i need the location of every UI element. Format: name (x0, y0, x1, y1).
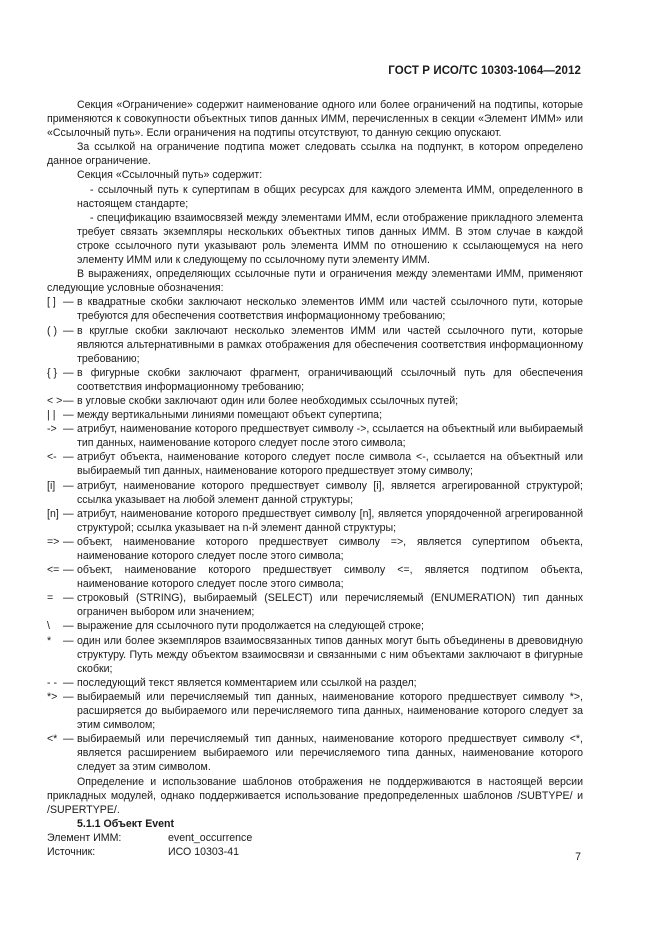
notation-item (47, 507, 583, 535)
section-row-element (47, 831, 583, 845)
document-header: ГОСТ Р ИСО/ТС 10303-1064—2012 (388, 65, 581, 77)
row-value: event_occurrence (168, 831, 253, 844)
notation-text: атрибут, наименование которого предшествует символу [i], является агрегированной структурой; ссылка указывает на любой элемент данной структуры; (77, 479, 583, 506)
notation-symbol: <= (47, 564, 60, 577)
notation-symbol: - - (47, 676, 57, 689)
notation-item (47, 366, 583, 394)
notation-item (47, 634, 583, 676)
notation-symbol: -> (47, 423, 57, 436)
notation-text: последующий текст является комментарием или ссылкой на раздел; (77, 676, 417, 689)
notation-symbol: { } (47, 366, 58, 379)
notation-dash: — (63, 564, 74, 577)
notation-text: объект, наименование которого предшествует символу <=, является подтипом объекта, наименование которого следует после этого символа; (77, 564, 583, 591)
notation-dash: — (63, 676, 74, 689)
notation-item (47, 690, 583, 732)
paragraph-templates: Определение и использование шаблонов отображения не поддерживаются в настоящей версии прикладных модулей, однако поддерживается использование предопределенных шаблонов /SUBTYPE/ и /SUPERTYPE/. (47, 775, 583, 816)
notation-text: выбираемый или перечисляемый тип данных, наименование которого предшествует символу <*, является расширением выбираемого или перечисляемого типа данных, наименование которого следует за этим символом. (77, 733, 583, 774)
notation-list (47, 295, 583, 774)
notation-symbol: *> (47, 690, 58, 703)
row-key: Элемент ИММ: (47, 831, 122, 844)
notation-text: выбираемый или перечисляемый тип данных, наименование которого предшествует символу *>, расширяется до выбираемого или перечисляемого типа данных, наименование которого следует за этим символом; (77, 690, 583, 732)
notation-item (47, 450, 583, 478)
page-content (47, 98, 583, 859)
row-key: Источник: (47, 845, 96, 858)
notation-dash: — (63, 423, 74, 436)
notation-item (47, 619, 583, 633)
notation-dash: — (63, 394, 74, 407)
notation-dash: — (63, 690, 74, 703)
notation-symbol: <* (47, 733, 58, 746)
notation-item (47, 732, 583, 774)
notation-text: в квадратные скобки заключают несколько элементов ИММ или частей ссылочного пути, которые требуются для обеспечения соответствия информационному требованию; (77, 296, 583, 323)
notation-text: объект, наименование которого предшествует символу =>, является супертипом объекта, наименование которого следует после этого символа; (77, 535, 583, 562)
notation-symbol: [i] (47, 479, 56, 492)
notation-text: между вертикальными линиями помещают объект супертипа; (77, 409, 383, 422)
notation-symbol: * (47, 634, 52, 647)
notation-dash: — (63, 296, 74, 309)
notation-text: в фигурные скобки заключают фрагмент, ограничивающий ссылочный путь для обеспечения соответствия информационному требованию; (77, 366, 583, 393)
notation-dash: — (63, 733, 74, 746)
notation-text: атрибут, наименование которого предшествует символу ->, ссылается на объектный или выбираемый тип данных, наименование которого следует после этого символа; (77, 423, 583, 450)
paragraph-subtype-reference: За ссылкой на ограничение подтипа может следовать ссылка на подпункт, в котором определено данное ограничение. (47, 141, 583, 168)
notation-symbol: \ (47, 620, 50, 633)
notation-dash: — (63, 620, 74, 633)
paragraph-notation-intro: В выражениях, определяющих ссылочные пути и ограничения между элементами ИММ, применяют следующие условные обозначения: (47, 268, 583, 295)
notation-item (47, 422, 583, 450)
notation-text: строковый (STRING), выбираемый (SELECT) или перечисляемый (ENUMERATION) тип данных ограничен выбором или значением; (77, 592, 583, 619)
page-number: 7 (575, 851, 581, 863)
notation-text: атрибут объекта, наименование которого следует после символа <-, ссылается на объектный или выбираемый тип данных, наименование которого предшествует этому символу; (77, 451, 583, 478)
notation-item (47, 563, 583, 591)
reference-path-item-2: - спецификацию взаимосвязей между элементами ИММ, если отображение прикладного элемента требует связать экземпляры нескольких объектных типов данных ИММ. В этом случае в каждой строке ссылочного пути указывают роль элемента ИММ по отношению к ссылающемуся на него элементу ИММ или к следующему по ссылочному пути элементу ИММ. (77, 211, 583, 267)
notation-symbol: | | (47, 409, 56, 422)
notation-text: атрибут, наименование которого предшествует символу [n], является упорядоченной агрегированной структурой; ссылка указывает на n-й элемент данной структуры; (77, 507, 583, 534)
notation-dash: — (63, 479, 74, 492)
notation-item (47, 591, 583, 619)
notation-item (47, 394, 583, 408)
section-heading: 5.1.1 Объект Event (77, 817, 175, 830)
notation-symbol: ( ) (47, 324, 57, 337)
notation-dash: — (63, 507, 74, 520)
notation-item (47, 479, 583, 507)
reference-path-item-1: - ссылочный путь к супертипам в общих ресурсах для каждого элемента ИММ, определенного в настоящем стандарте; (77, 183, 583, 210)
notation-symbol: [ ] (47, 296, 56, 309)
paragraph-reference-path-intro: Секция «Ссылочный путь» содержит: (77, 169, 263, 182)
notation-symbol: [n] (47, 507, 59, 520)
section-row-source (47, 845, 583, 859)
notation-text: в угловые скобки заключают один или более необходимых ссылочных путей; (77, 394, 459, 407)
notation-text: выражение для ссылочного пути продолжается на следующей строке; (77, 620, 424, 633)
notation-item (47, 408, 583, 422)
notation-symbol: = (47, 592, 54, 605)
notation-item (47, 295, 583, 323)
notation-dash: — (63, 634, 74, 647)
notation-item (47, 676, 583, 690)
notation-text: в круглые скобки заключают несколько элементов ИММ или частей ссылочного пути, которые являются альтернативными в рамках отображения для обеспечения соответствия информационному требованию; (77, 324, 583, 365)
notation-dash: — (63, 409, 74, 422)
notation-symbol: < > (47, 394, 63, 407)
notation-item (47, 535, 583, 563)
row-value: ИСО 10303-41 (168, 845, 239, 858)
notation-text: один или более экземпляров взаимосвязанных типов данных могут быть объединены в древовидную структуру. Путь между объектом взаимосвязи и связанными с ним объектами заключают в фигурные скобки; (77, 634, 583, 675)
notation-dash: — (63, 535, 74, 548)
notation-symbol: => (47, 535, 60, 548)
notation-symbol: <- (47, 451, 57, 464)
notation-dash: — (63, 366, 74, 379)
paragraph-restriction-section: Секция «Ограничение» содержит наименование одного или более ограничений на подтипы, которые применяются к совокупности объектных типов данных ИММ, перечисленных в секции «Элемент ИММ» или «Ссылочный путь». Если ограничения на подтипы отсутствуют, то данную секцию опускают. (47, 99, 583, 140)
notation-dash: — (63, 324, 74, 337)
notation-dash: — (63, 451, 74, 464)
notation-dash: — (63, 592, 74, 605)
notation-item (47, 324, 583, 366)
